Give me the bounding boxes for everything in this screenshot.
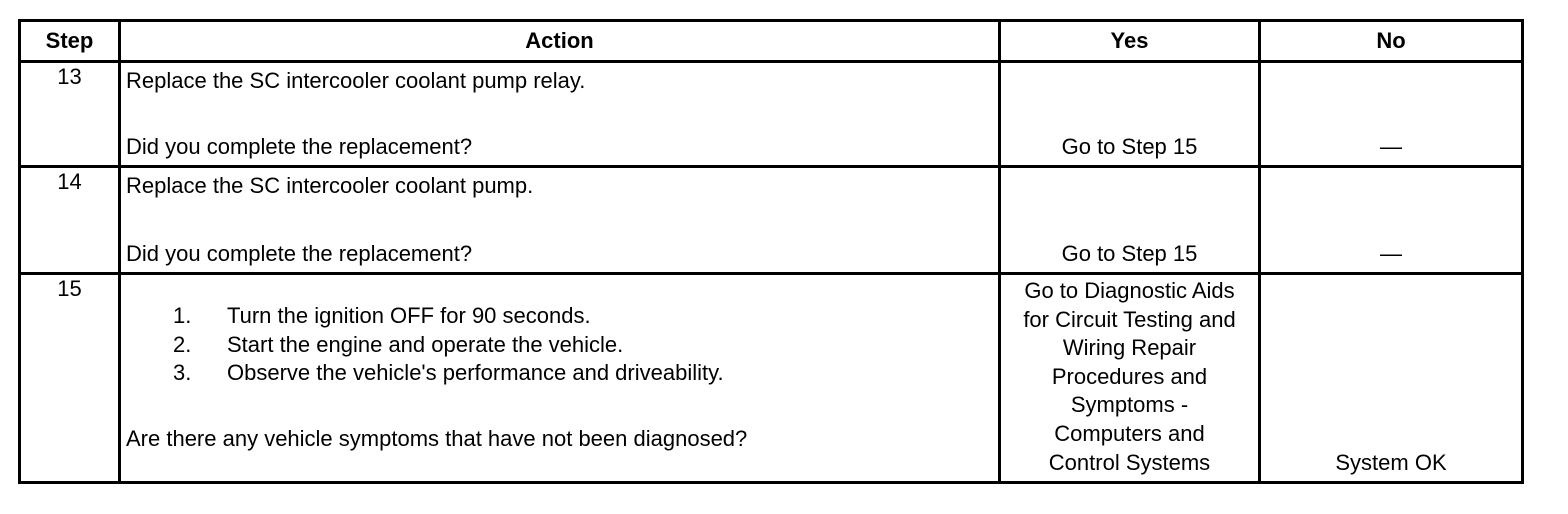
list-item-number: 2. bbox=[173, 331, 192, 357]
no-cell bbox=[1260, 62, 1523, 167]
action-instruction: Replace the SC intercooler coolant pump relay. bbox=[126, 68, 586, 93]
yes-cell bbox=[1000, 167, 1260, 274]
list-item bbox=[173, 359, 724, 388]
table-row bbox=[20, 62, 1523, 167]
action-cell bbox=[120, 62, 1000, 167]
no-cell bbox=[1260, 274, 1523, 483]
action-instruction: Replace the SC intercooler coolant pump. bbox=[126, 173, 534, 198]
list-item-number: 3. bbox=[173, 360, 192, 385]
header-step: Step bbox=[20, 21, 120, 62]
action-question: Did you complete the replacement? bbox=[126, 134, 473, 159]
no-result: — bbox=[1380, 134, 1402, 159]
yes-result: Go to Step 15 bbox=[1061, 241, 1198, 266]
action-question: Did you complete the replacement? bbox=[126, 241, 473, 266]
list-item-number: 1. bbox=[173, 303, 192, 328]
list-item-text: Observe the vehicle's performance and driveability. bbox=[227, 360, 724, 385]
list-item-text: Turn the ignition OFF for 90 seconds. bbox=[227, 303, 591, 328]
header-yes: Yes bbox=[1000, 21, 1260, 62]
yes-result-line: Computers and bbox=[1054, 420, 1205, 446]
list-item bbox=[173, 331, 724, 360]
diagnostic-table bbox=[18, 19, 1524, 484]
no-result: System OK bbox=[1335, 450, 1447, 475]
list-item bbox=[173, 302, 724, 331]
action-step-list bbox=[173, 302, 724, 388]
action-question: Are there any vehicle symptoms that have not been diagnosed? bbox=[126, 426, 748, 451]
header-no: No bbox=[1260, 21, 1523, 62]
yes-cell bbox=[1000, 274, 1260, 483]
yes-result: Go to Step 15 bbox=[1061, 134, 1198, 159]
no-cell bbox=[1260, 167, 1523, 274]
table-row bbox=[20, 274, 1523, 483]
yes-cell bbox=[1000, 62, 1260, 167]
yes-result-line: Control Systems bbox=[1048, 449, 1211, 475]
step-number: 13 bbox=[20, 62, 120, 167]
step-number: 15 bbox=[20, 274, 120, 483]
yes-result-line: Wiring Repair bbox=[1062, 335, 1197, 361]
yes-result-line: for Circuit Testing and bbox=[1023, 306, 1236, 332]
action-cell bbox=[120, 167, 1000, 274]
header-action: Action bbox=[120, 21, 1000, 62]
step-number: 14 bbox=[20, 167, 120, 274]
table-row bbox=[20, 167, 1523, 274]
table-header-row bbox=[20, 21, 1523, 62]
list-item-text: Start the engine and operate the vehicle. bbox=[227, 331, 624, 357]
yes-result-line: Procedures and bbox=[1051, 363, 1208, 389]
yes-result-line: Symptoms - bbox=[1070, 392, 1189, 418]
yes-result-line: Go to Diagnostic Aids bbox=[1024, 278, 1235, 303]
yes-result bbox=[1005, 277, 1254, 477]
no-result: — bbox=[1380, 241, 1402, 266]
action-cell bbox=[120, 274, 1000, 483]
